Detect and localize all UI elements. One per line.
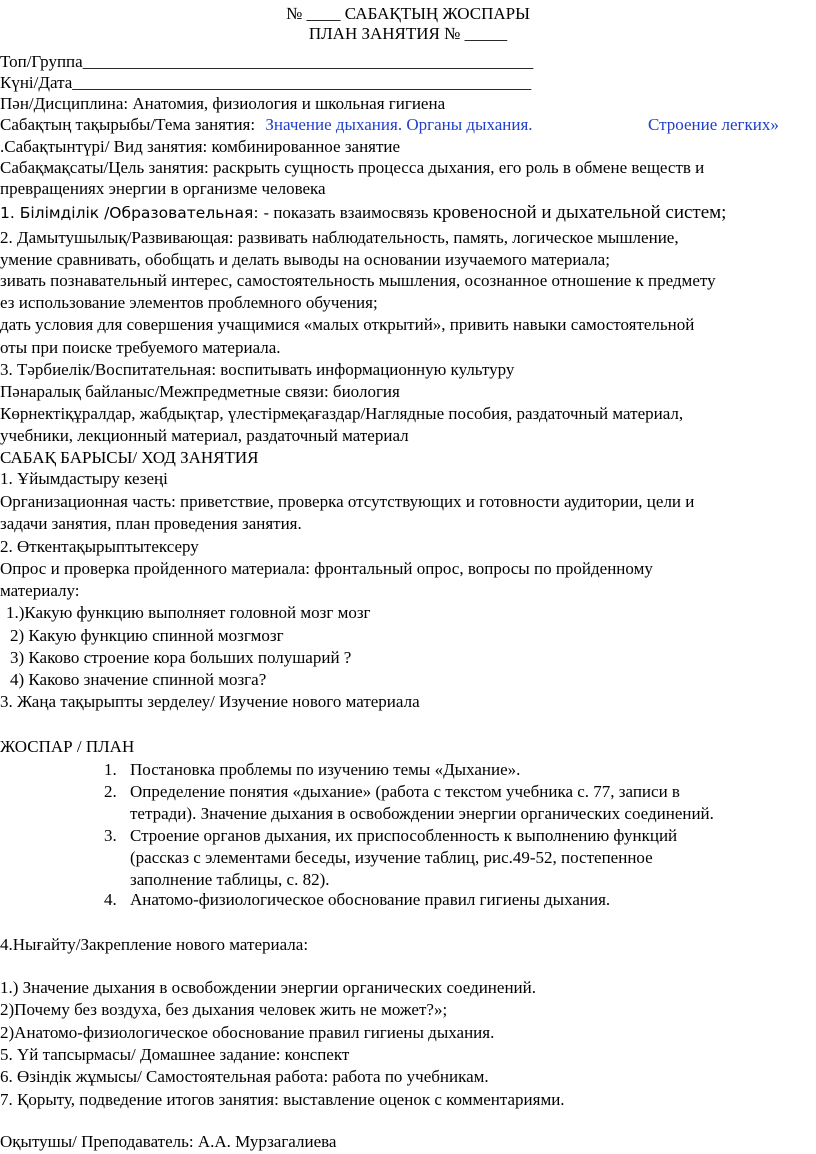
plan-item: Определение понятия «дыхание» (работа с текстом учебника с. 77, записи в: [130, 782, 680, 801]
topic-value: Значение дыхания. Органы дыхания.: [265, 115, 533, 134]
stage-2-text: Опрос и проверка пройденного материала: фронтальный опрос, вопросы по пройденному: [0, 559, 653, 578]
question-3-text: 3) Каково строение: [10, 648, 150, 667]
question-1: [6, 602, 371, 623]
question-3-subject: кора больших полушарий: [153, 648, 340, 667]
date-field: Күні/Дата______________________________________________________: [0, 73, 532, 92]
question-2-text: 2) Какую функцию: [10, 626, 148, 645]
objective-educational-text-big: кровеносной и дыхательной систем;: [432, 202, 727, 223]
stage-2-text-cont: материалу:: [0, 581, 80, 600]
question-4: [10, 669, 266, 690]
objective-educational-label: 1. Білімділік /Образовательная: -: [0, 204, 270, 222]
stage-3-title: 3. Жаңа тақырыпты зерделеу/ Изучение нового материала: [0, 692, 420, 711]
question-4-subject: спинной мозга: [152, 670, 259, 689]
question-1-subject: головной мозг мозг: [229, 603, 371, 622]
objective-developmental-6: оты при поиске требуемого материала.: [0, 338, 281, 357]
objective-upbringing: 3. Тәрбиелік/Воспитательная: воспитывать информационную культуру: [0, 360, 515, 379]
homework: 5. Үй тапсырмасы/ Домашнее задание: конспект: [0, 1045, 350, 1064]
page-title: № ____ САБАҚТЫҢ ЖОСПАРЫ: [286, 4, 530, 23]
plan-item-number: 3.: [104, 826, 117, 845]
stage-1-title: 1. Ұйымдастыру кезеңі: [0, 469, 168, 488]
objective-developmental-4: ез использование элементов проблемного обучения;: [0, 293, 378, 312]
plan-heading: ЖОСПАР / ПЛАН: [0, 737, 135, 756]
plan-item: Анатомо-физиологическое обоснование правил гигиены дыхания.: [130, 890, 611, 909]
objective-developmental-5: дать условия для совершения учащимися «малых открытий», привить навыки самостоятельной: [0, 315, 695, 334]
consolidation-item: 2)Анатомо-физиологическое обоснование правил гигиены дыхания.: [0, 1023, 495, 1042]
visual-aids: Көрнектіқұралдар, жабдықтар, үлестірмеқағаздар/Наглядные пособия, раздаточный материал,: [0, 404, 684, 423]
consolidation-item: 1.) Значение дыхания в освобождении энергии органических соединений.: [0, 978, 536, 997]
lesson-type: .Сабақтынтүрі/ Вид занятия: комбинированное занятие: [0, 137, 401, 156]
question-3-mark: ?: [343, 648, 352, 667]
discipline-field: Пән/Дисциплина: Анатомия, физиология и школьная гигиена: [0, 94, 446, 113]
course-heading: САБАҚ БАРЫСЫ/ ХОД ЗАНЯТИЯ: [0, 448, 259, 467]
topic-label: Сабақтың тақырыбы/Тема занятия:: [0, 115, 256, 134]
teacher-signature: Оқытушы/ Преподаватель: А.А. Мурзагалиева: [0, 1132, 337, 1151]
lesson-goal-cont: превращениях энергии в организме человека: [0, 179, 326, 198]
question-2: [10, 625, 284, 646]
page-subtitle: ПЛАН ЗАНЯТИЯ № _____: [308, 24, 508, 43]
objective-developmental-3: зивать познавательный интерес, самостоятельность мышления, осознанное отношение к предмету: [0, 271, 716, 290]
plan-item-cont: (рассказ с элементами беседы, изучение таблиц, рис.49-52, постепенное: [130, 848, 653, 867]
objective-developmental-2: умение сравнивать, обобщать и делать выводы на основании изучаемого материала;: [0, 250, 610, 269]
topic-field: [0, 114, 779, 135]
plan-item-cont: тетради). Значение дыхания в освобождении энергии органических соединений.: [130, 804, 714, 823]
stage-1-text-cont: задачи занятия, план проведения занятия.: [0, 514, 302, 533]
question-2-subject: спинной мозгмозг: [152, 626, 284, 645]
consolidation-item: 2)Почему без воздуха, без дыхания человек жить не может?»;: [0, 1000, 448, 1019]
objective-educational: [0, 202, 726, 224]
question-4-text: 4) Каково значение: [10, 670, 149, 689]
consolidation-heading: 4.Нығайту/Закрепление нового материала:: [0, 935, 309, 954]
visual-aids-cont: учебники, лекционный материал, раздаточный материал: [0, 426, 409, 445]
question-3: [10, 647, 351, 668]
objective-educational-text: показать взаимосвязь: [273, 203, 429, 222]
plan-item: Постановка проблемы по изучению темы «Дыхание».: [130, 760, 521, 779]
topic-value-extra: Строение легких»: [648, 115, 779, 134]
question-1-text: 1.)Какую функцию выполняет: [6, 603, 226, 622]
plan-item: Строение органов дыхания, их приспособленность к выполнению функций: [130, 826, 678, 845]
plan-item-cont: заполнение таблицы, с. 82).: [130, 870, 330, 889]
self-work: 6. Өзіндік жұмысы/ Самостоятельная работа: работа по учебникам.: [0, 1067, 489, 1086]
plan-item-number: 1.: [104, 760, 117, 779]
lesson-goal: Сабақмақсаты/Цель занятия: раскрыть сущность процесса дыхания, его роль в обмене веществ и: [0, 158, 705, 177]
objective-developmental-1: 2. Дамытушылық/Развивающая: развивать наблюдательность, память, логическое мышление,: [0, 228, 679, 247]
plan-item-number: 4.: [104, 890, 117, 909]
lesson-summary: 7. Қорыту, подведение итогов занятия: выставление оценок с комментариями.: [0, 1090, 565, 1109]
group-field: Топ/Группа_____________________________________________________: [0, 52, 534, 71]
stage-1-text: Организационная часть: приветствие, проверка отсутствующих и готовности аудитории, цели и: [0, 492, 695, 511]
plan-item-number: 2.: [104, 782, 117, 801]
interdisciplinary-links: Пәнаралық байланыс/Межпредметные связи: биология: [0, 382, 400, 401]
question-4-mark: ?: [258, 670, 267, 689]
stage-2-title: 2. Өткентақырыптытексеру: [0, 537, 199, 556]
